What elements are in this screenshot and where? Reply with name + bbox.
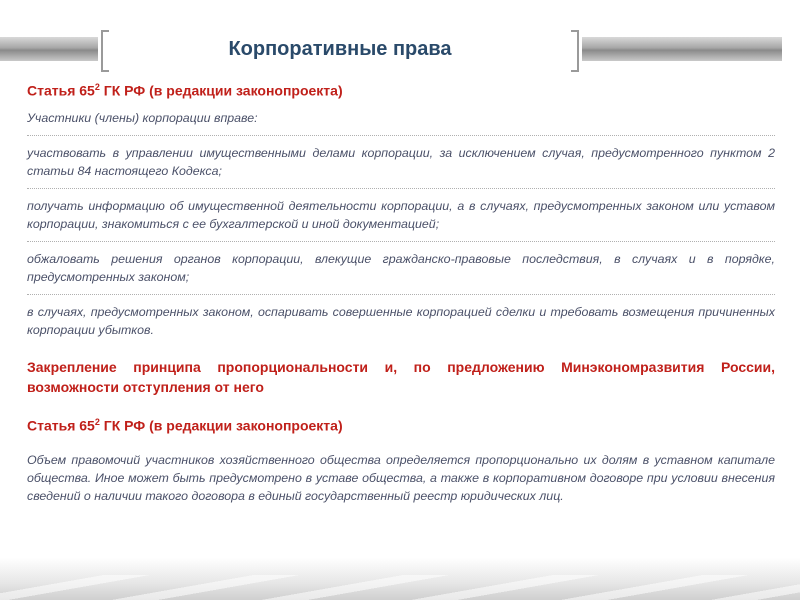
divider xyxy=(27,188,775,189)
section2-heading-suffix: ГК РФ (в редакции законопроекта) xyxy=(99,417,343,434)
header-bar-left xyxy=(0,37,98,61)
section2-heading-prefix: Статья 65 xyxy=(27,417,95,434)
section1-intro: Участники (члены) корпорации вправе: xyxy=(27,110,258,125)
section2-heading xyxy=(27,417,775,434)
slide-content xyxy=(27,78,775,513)
section1-heading-suffix: ГК РФ (в редакции законопроекта) xyxy=(99,82,343,99)
divider xyxy=(27,135,775,136)
section2-heading-sup: 2 xyxy=(94,416,100,427)
section2-paragraph: Объем правомочий участников хозяйственного общества определяется пропорционально их долям в уставном капитале общества. Иное может быть предусмотрено в уставе общества, а также в корпоративном договоре при условии внесения сведений о наличии такого договора в единый государственный реестр юридических лиц. xyxy=(27,453,775,504)
header-bracket-right xyxy=(571,30,579,72)
section1-heading xyxy=(27,82,775,99)
section1-item-1: участвовать в управлении имущественными делами корпорации, за исключением случая, предусмотренного пунктом 2 статьи 84 настоящего Кодекса; xyxy=(27,145,775,178)
header-bracket-left xyxy=(101,30,109,72)
footer-stripes xyxy=(0,575,800,600)
section1-item-2: получать информацию об имущественной деятельности корпорации, а в случаях, предусмотренных законом или уставом корпорации, знакомиться с ее бухгалтерской и иной документацией; xyxy=(27,198,775,231)
divider xyxy=(27,241,775,242)
page-title: Корпоративные права xyxy=(228,38,452,60)
section1-heading-prefix: Статья 65 xyxy=(27,82,95,99)
header-bar-right xyxy=(582,37,782,61)
divider xyxy=(27,294,775,295)
section1-item-4: в случаях, предусмотренных законом, оспаривать совершенные корпорацией сделки и требовать возмещения причиненных корпорации убытков. xyxy=(27,304,775,337)
highlight-statement: Закрепление принципа пропорциональности и, по предложению Минэкономразвития России, возможности отступления от него xyxy=(27,358,775,395)
section1-item-3: обжаловать решения органов корпорации, влекущие гражданско-правовые последствия, в случаях и в порядке, предусмотренных законом; xyxy=(27,251,775,284)
section1-heading-sup: 2 xyxy=(94,82,100,92)
